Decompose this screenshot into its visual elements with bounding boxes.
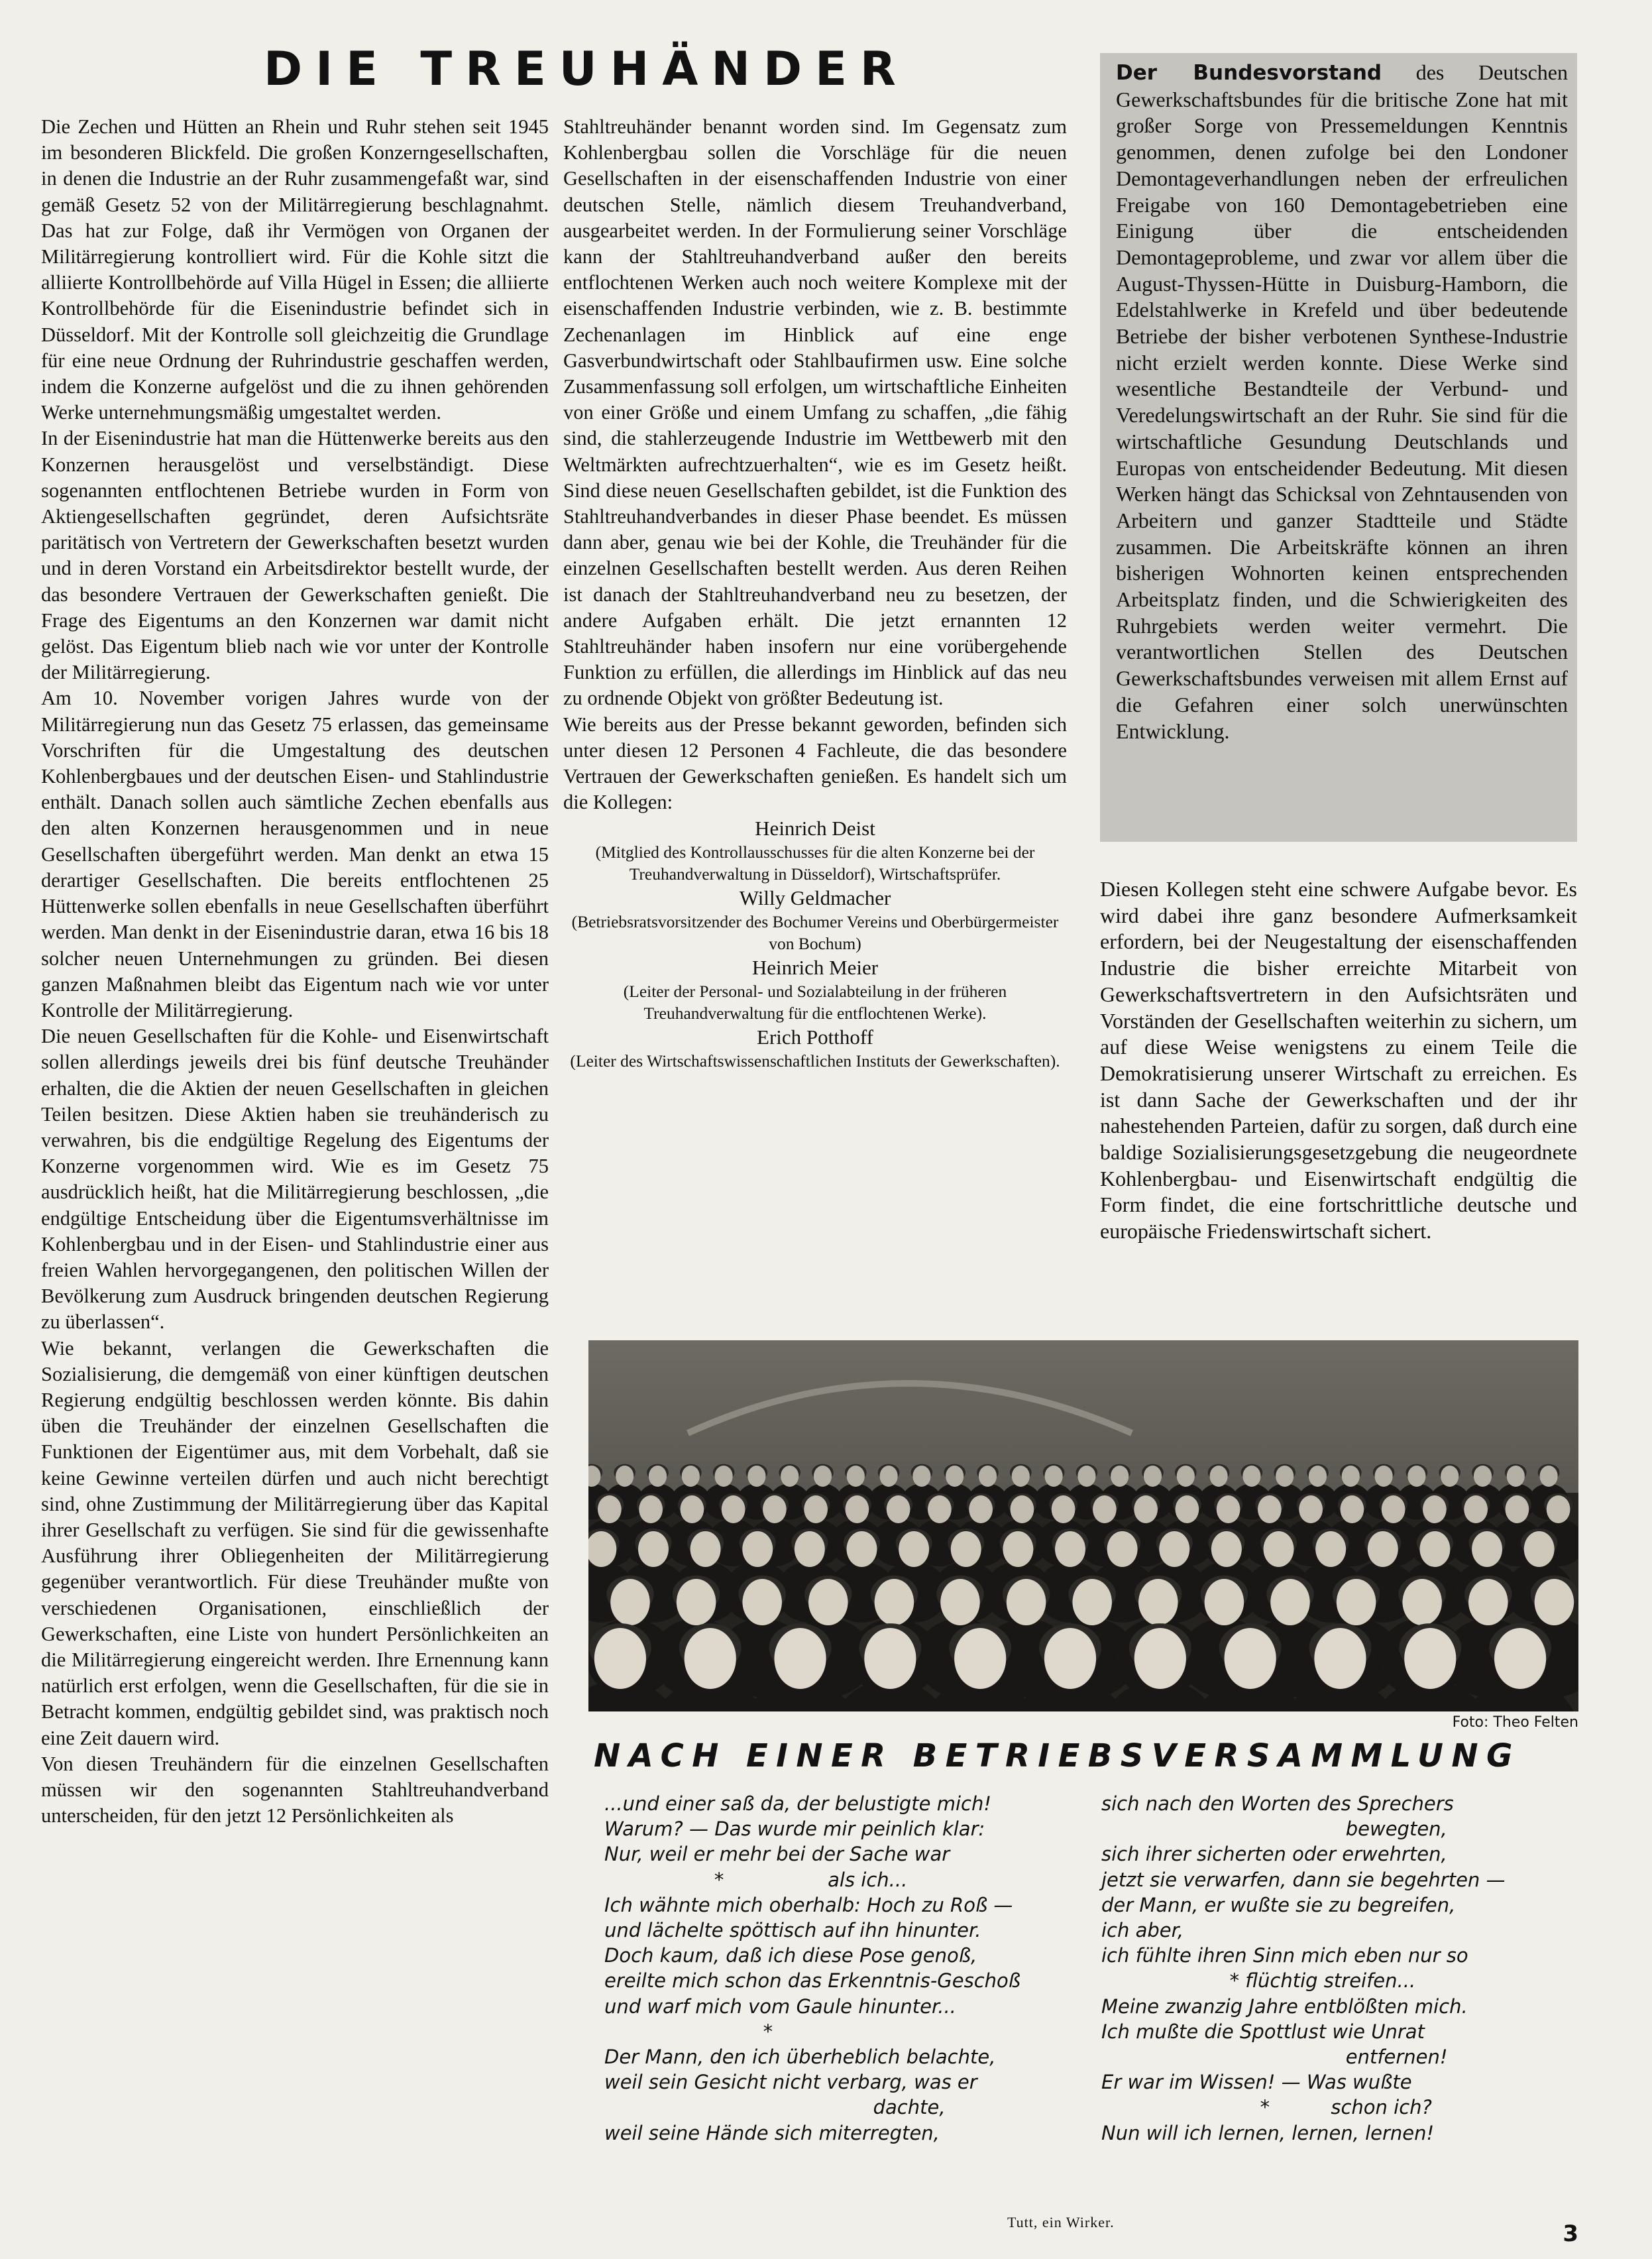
person-face xyxy=(979,1466,997,1487)
person-entry xyxy=(563,815,1067,885)
person-face xyxy=(1547,1495,1570,1523)
person-face xyxy=(1242,1466,1260,1487)
paragraph: Stahltreuhänder benannt worden sind. Im Gegensatz zum Kohlenbergbau sollen die Vorschläge für die neuen Gesellschaften in der eisenschaffenden Industrie von einer deutschen Stelle, nämlich diesem Treuhandverband, ausgearbeitet werden. In der Formulierung seiner Vorschläge kann der Stahltreuhandverband außer den bereits entflochtenen Werken auch noch weitere Komplexe mit der eisenschaffenden Industrie verbinden, wie z. B. bestimmte Zechenanlagen im Hinblick auf eine enge Gasverbundwirtschaft oder Stahlbaufirmen usw. Eine solche Zusammenfassung soll erfolgen, um wirtschaftliche Einheiten von einer Größe und einem Umfang zu schaffen, „die fähig sind, die stahlerzeugende Industrie im Wettbewerb mit den Weltmärkten aufrechtzuerhalten“, wie es im Gesetz heißt. Sind diese neuen Gesellschaften gebildet, ist die Funktion des Stahltreuhandverbandes in dieser Phase beendet. Es müssen dann aber, genau wie bei der Kohle, die Treuhänder für die einzelnen Gesellschaften bestellt werden. Aus deren Reihen ist danach der Stahltreuhandverband neu zu besetzen, der andere Aufgaben erhält. Die jetzt ernannten 12 Stahltreuhänder haben insofern nur eine vorübergehende Funktion zu erfüllen, die allerdings im Hinblick auf das neu zu ordnende Objekt von größter Bedeutung ist. xyxy=(563,115,1067,710)
person-face xyxy=(1012,1466,1030,1487)
person-face xyxy=(1423,1495,1447,1523)
person-face xyxy=(715,1466,733,1487)
person-face xyxy=(1007,1579,1046,1625)
person-role: (Leiter des Wirtschaftswissenschaftlichen Instituts der Gewerkschaften). xyxy=(570,1051,1060,1071)
person-face xyxy=(804,1495,828,1523)
person-face xyxy=(1003,1531,1033,1567)
article-column-3: Diesen Kollegen steht eine schwere Aufgabe bevor. Es wird dabei ihre ganz besondere Aufmerksamkeit erfordern, bei der Neugestaltung der eisenschaffenden Industrie die bisher erreichte Mitarbeit von Gewerkschaftsvertretern in den Aufsichtsräten und Vorständen der Gesellschaften weiterhin zu sichern, um auf diese Weise wenigstens zu einem Teile die Demokratisierung unserer Wirtschaft zu erreichen. Es ist dann Sache der Gewerkschaften und der ihr nahestehenden Parteien, dafür zu sorgen, daß durch eine baldige Sozialisierungsgesetzgebung die neugeordnete Kohlenbergbau- und Eisenwirtschaft endgültig die Form findet, die eine fortschrittliche deutsche und europäische Friedenswirtschaft sichert. xyxy=(1100,877,1578,1244)
person-face xyxy=(946,1466,964,1487)
person-face xyxy=(875,1579,914,1625)
person-face xyxy=(1474,1466,1492,1487)
person-face xyxy=(847,1466,865,1487)
poem-title: NACH EINER BETRIEBSVERSAMMLUNG xyxy=(594,1737,1521,1774)
person-face xyxy=(616,1466,633,1487)
poem-column-right: sich nach den Worten des Sprechers bewegten, sich ihrer sicherten oder erwehrten, jetzt sie verwarfen, dann sie begehrten — der Mann, er wußte sie zu begreifen, ich aber, ich fühlte ihren Sinn mich eben nur so * flüchtig streifen... Meine zwanzig Jahre entblößten mich. Ich mußte die Spottlust wie Unrat entfernen! Er war im Wissen! — Was wußte * schon ich? Nun will ich lernen, lernen, lernen! xyxy=(1101,1792,1506,2144)
person-face xyxy=(1506,1495,1529,1523)
person-face xyxy=(681,1495,704,1523)
person-face xyxy=(1211,1531,1242,1567)
person-face xyxy=(1077,1466,1095,1487)
person-face xyxy=(1111,1466,1129,1487)
person-face xyxy=(1107,1531,1138,1567)
person-face xyxy=(1011,1495,1034,1523)
paragraph: Die neuen Gesellschaften für die Kohle- und Eisenwirtschaft sollen allerdings jeweils drei bis fünf deutsche Treuhänder erhalten, die die Aktien der neuen Gesellschaften in gleichen Teilen besitzen. Diese Aktien haben sie treuhänderisch zu verwahren, bis die endgültige Regelung des Eigentums der Konzerne vorgenommen wird. Wie es im Gesetz 75 ausdrücklich heißt, hat die Militärregierung beschlossen, „die endgültige Entscheidung über die Eigentumsverhältnisse im Kohlenbergbau und in der Eisen- und Stahlindustrie einer aus freien Wahlen hervorgegangenen, den politischen Willen der Bevölkerung zum Ausdruck bringenden deutschen Regierung zu überlassen“. xyxy=(41,1025,549,1334)
person-face xyxy=(808,1579,848,1625)
page-number: 3 xyxy=(1563,2221,1578,2247)
person-face xyxy=(912,1466,930,1487)
person-face xyxy=(1309,1466,1327,1487)
paragraph: Wie bereits aus der Presse bekannt geworden, befinden sich unter diesen 12 Personen 4 Fachleute, die das besondere Vertrauen der Gewerkschaften genießen. Es handelt sich um die Kollegen: xyxy=(563,713,1067,814)
poem-author: Tutt, ein Wirker. xyxy=(1007,2214,1115,2230)
person-face xyxy=(969,1495,993,1523)
person-face xyxy=(887,1495,910,1523)
person-face xyxy=(682,1466,700,1487)
person-face xyxy=(1524,1531,1555,1567)
person-face xyxy=(880,1466,898,1487)
person-face xyxy=(1464,1495,1488,1523)
person-face xyxy=(1044,1628,1096,1689)
person-face xyxy=(1072,1579,1112,1625)
person-face xyxy=(1299,1495,1323,1523)
person-face xyxy=(940,1579,980,1625)
person-face xyxy=(1052,1495,1075,1523)
person-face xyxy=(742,1531,773,1567)
crowd xyxy=(588,1464,1578,1711)
audience-photo-illustration xyxy=(588,1340,1578,1711)
person-entry xyxy=(563,885,1067,955)
person-face xyxy=(1341,1495,1364,1523)
person-face xyxy=(677,1579,716,1625)
paragraph: Wie bekannt, verlangen die Gewerkschaften die Sozialisierung, die demgemäß von einer künftigen deutschen Regierung endgültig beschlossen werden könnte. Bis dahin üben die Treuhänder der einzelnen Gesellschaften die Funktionen der Eigentümer aus, mit dem Vorbehalt, daß sie keine Gewinne verteilen dürfen und auch nicht berechtigt sind, ohne Zustimmung der Militärregierung über das Kapital ihrer Gesellschaft zu verfügen. Sie sind für die gewissenhafte Ausführung ihrer Obliegenheiten der Militärregierung gegenüber verantwortlich. Für diese Treuhänder mußte von verschiedenen Organisationen, einschließlich der Gewerkschaften, eine Liste von hundert Persönlichkeiten an die Militärregierung eingereicht werden. Ihre Ernennung kann natürlich erst erfolgen, wenn die Gesellschaften, für die sie in Betracht kommen, endgültig gebildet sind, was praktisch noch eine Zeit dauern wird. xyxy=(41,1336,549,1749)
person-name: Heinrich Meier xyxy=(751,956,879,980)
person-face xyxy=(1535,1579,1574,1625)
person-entry xyxy=(563,955,1067,1024)
person-role: (Betriebsratsvorsitzender des Bochumer Vereins und Oberbürgermeister von Bochum) xyxy=(571,912,1059,954)
person-face xyxy=(1177,1466,1195,1487)
poem-column-left: ...und einer saß da, der belustigte mich! Warum? — Das wurde mir peinlich klar: Nur, weil er mehr bei der Sache war * als ich... Ich wähnte mich oberhalb: Hoch zu Roß — und lächelte spöttisch auf ihn hinunter. Doch kaum, daß ich diese Pose genoß, ereilte mich schon das Erkenntnis-Geschoß und warf mich vom Gaule hinunter... * Der Mann, den ich überheblich belachte, weil sein Gesicht nicht verbarg, was er dachte, weil seine Hände sich miterregten, xyxy=(604,1792,1021,2144)
person-face xyxy=(899,1531,929,1567)
person-face xyxy=(1337,1579,1376,1625)
person-face xyxy=(639,1495,663,1523)
person-face xyxy=(774,1628,826,1689)
person-face xyxy=(690,1531,721,1567)
person-face xyxy=(1138,1579,1178,1625)
person-face xyxy=(1093,1495,1117,1523)
person-face xyxy=(846,1495,869,1523)
person-face xyxy=(1225,1628,1276,1689)
person-face xyxy=(1264,1531,1294,1567)
person-face xyxy=(951,1531,981,1567)
person-name: Willy Geldmacher xyxy=(739,886,891,910)
person-face xyxy=(1468,1579,1508,1625)
person-face xyxy=(954,1628,1006,1689)
person-face xyxy=(1134,1628,1186,1689)
person-face xyxy=(722,1495,745,1523)
person-face xyxy=(1368,1531,1398,1567)
person-face xyxy=(1045,1466,1063,1487)
person-face xyxy=(638,1531,669,1567)
person-face xyxy=(1205,1579,1244,1625)
person-face xyxy=(1404,1628,1456,1689)
person-face xyxy=(649,1466,667,1487)
person-face xyxy=(1210,1466,1228,1487)
photo-credit: Foto: Theo Felten xyxy=(1452,1714,1578,1731)
person-face xyxy=(1270,1579,1310,1625)
person-face xyxy=(747,1466,765,1487)
person-face xyxy=(847,1531,877,1567)
person-entry xyxy=(563,1024,1067,1072)
person-face xyxy=(742,1579,782,1625)
person-name: Erich Potthoff xyxy=(757,1025,873,1049)
person-face xyxy=(1055,1531,1085,1567)
notice-body: des Deutschen Gewerkschaftsbundes für die britische Zone hat mit großer Sorge von Pressemeldungen Kenntnis genommen, denen zufolge bei den Londoner Demontageverhandlungen neben der erfreulichen Freigabe von 160 Demontagebetrieben eine Einigung über die entscheidenden Demontageprobleme, und zwar vor allem über die August-Thyssen-Hütte in Duisburg-Hamborn, die Edelstahlwerke in Krefeld und über bedeutende Betriebe der bisher verbotenen Synthese-Industrie nicht erzielt werden konnte. Diese Werke sind wesentliche Bestandteile der Verbund- und Veredelungswirtschaft an der Ruhr. Sie sind für die wirtschaftliche Gesundung Deutschlands und Europas von entscheidender Bedeutung. Mit diesen Werken hängt das Schicksal von Zehntausenden von Arbeitern und ganzer Stadtteile und Städte zusammen. Die Arbeitskräfte können an ihren bisherigen Wohnorten keinen entsprechenden Arbeitsplatz finden, und die Schwierigkeiten des Ruhrgebiets werden weiter vermehrt. Die verantwortlichen Stellen des Deutschen Gewerkschaftsbundes verweisen mit allem Ernst auf die Gefahren einer solch unerwünschten Entwicklung. xyxy=(1116,60,1569,743)
person-face xyxy=(781,1466,798,1487)
person-face xyxy=(1276,1466,1294,1487)
person-face xyxy=(1407,1466,1425,1487)
article-title: DIE TREUHÄNDER xyxy=(264,42,909,96)
notice-lead: Der Bundesvorstand xyxy=(1116,61,1382,85)
person-face xyxy=(1159,1531,1189,1567)
person-face xyxy=(1258,1495,1282,1523)
person-face xyxy=(814,1466,832,1487)
person-face xyxy=(594,1628,646,1689)
person-face xyxy=(610,1579,650,1625)
paragraph: In der Eisenindustrie hat man die Hüttenwerke bereits aus den Konzernen herausgelöst und verselbständigt. Diese sogenannten entflochtenen Betriebe wurden in Form von Aktiengesellschaften gegründet, deren Aufsichtsräte paritätisch von Vertretern der Gewerkschaften besetzt wurden und in deren Vorstand ein Arbeitsdirektor bestellt wurde, der das besondere Vertrauen der Gewerkschaften genießt. Die Frage des Eigentums an den Konzernen war damit nicht gelöst. Das Eigentum blieb nach wie vor unter der Kontrolle der Militärregierung. xyxy=(41,427,549,684)
person-face xyxy=(763,1495,787,1523)
person-face xyxy=(1402,1579,1442,1625)
person-face xyxy=(1540,1466,1558,1487)
paragraph: Von diesen Treuhändern für die einzelnen Gesellschaften müssen wir den sogenannten Stahltreuhandverband unterscheiden, für den jetzt 12 Persönlichkeiten als xyxy=(41,1752,549,1827)
person-face xyxy=(1419,1531,1450,1567)
person-face xyxy=(1144,1466,1162,1487)
article-column-1 xyxy=(41,114,549,1829)
person-name: Heinrich Deist xyxy=(755,817,875,840)
person-face xyxy=(928,1495,952,1523)
person-face xyxy=(598,1495,622,1523)
article-column-2 xyxy=(563,114,1067,1072)
person-face xyxy=(1382,1495,1405,1523)
person-role: (Leiter der Personal- und Sozialabteilung in der früheren Treuhandverwaltung für die entflochtenen Werke). xyxy=(623,982,1007,1023)
person-face xyxy=(1342,1466,1360,1487)
person-face xyxy=(1314,1628,1366,1689)
assembly-photo xyxy=(588,1340,1578,1711)
person-face xyxy=(1315,1531,1346,1567)
person-face xyxy=(685,1628,736,1689)
person-role: (Mitglied des Kontrollausschusses für die alten Konzerne bei der Treuhandverwaltung in Düsseldorf), Wirtschaftsprüfer. xyxy=(595,842,1035,884)
person-face xyxy=(1472,1531,1502,1567)
paragraph: Am 10. November vorigen Jahres wurde von der Militärregierung nun das Gesetz 75 erlassen, das gemeinsame Vorschriften für die Umgestaltung des deutschen Kohlenbergbaues und der deutschen Eisen- und Stahlindustrie enthält. Danach sollen auch sämtliche Zechen ebenfalls aus den alten Konzernen herausgenommen und in neue Gesellschaften übergeführt werden. Man denkt an etwa 15 derartiger Gesellschaften. Die bereits entflochtenen 25 Hüttenwerke sollen ebenfalls in neue Gesellschaften überführt werden. Man denkt in der Eisenindustrie daran, etwa 16 bis 18 solcher neuen Unternehmungen zu gründen. Bei diesen ganzen Maßnahmen bleibt das Eigentum nach wie vor unter Kontrolle der Militärregierung. xyxy=(41,687,549,1021)
person-face xyxy=(1375,1466,1393,1487)
person-face xyxy=(1441,1466,1459,1487)
notice-text xyxy=(1116,60,1568,744)
person-face xyxy=(1134,1495,1158,1523)
person-face xyxy=(1507,1466,1525,1487)
person-face xyxy=(795,1531,825,1567)
person-face xyxy=(864,1628,916,1689)
paragraph: Die Zechen und Hütten an Rhein und Ruhr stehen seit 1945 im besonderen Blickfeld. Die großen Konzerngesellschaften, in denen die Industrie an der Ruhr zusammengefaßt war, sind gemäß Gesetz 52 von der Militärregierung beschlagnahmt. Das hat zur Folge, daß ihr Vermögen von Organen der Militärregierung kontrolliert wird. Für die Kohle sitzt die alliierte Kontrollbehörde auf Villa Hügel in Essen; die alliierte Kontrollbehörde für die Eisenindustrie befindet sich in Düsseldorf. Mit der Kontrolle soll gleichzeitig die Grundlage für eine neue Ordnung der Ruhrindustrie geschaffen werden, indem die Konzerne aufgelöst und die zu ihnen gehörenden Werke unternehmungsmäßig umgestaltet werden. xyxy=(41,115,549,424)
person-face xyxy=(1494,1628,1546,1689)
person-face xyxy=(1217,1495,1240,1523)
person-face xyxy=(1176,1495,1199,1523)
